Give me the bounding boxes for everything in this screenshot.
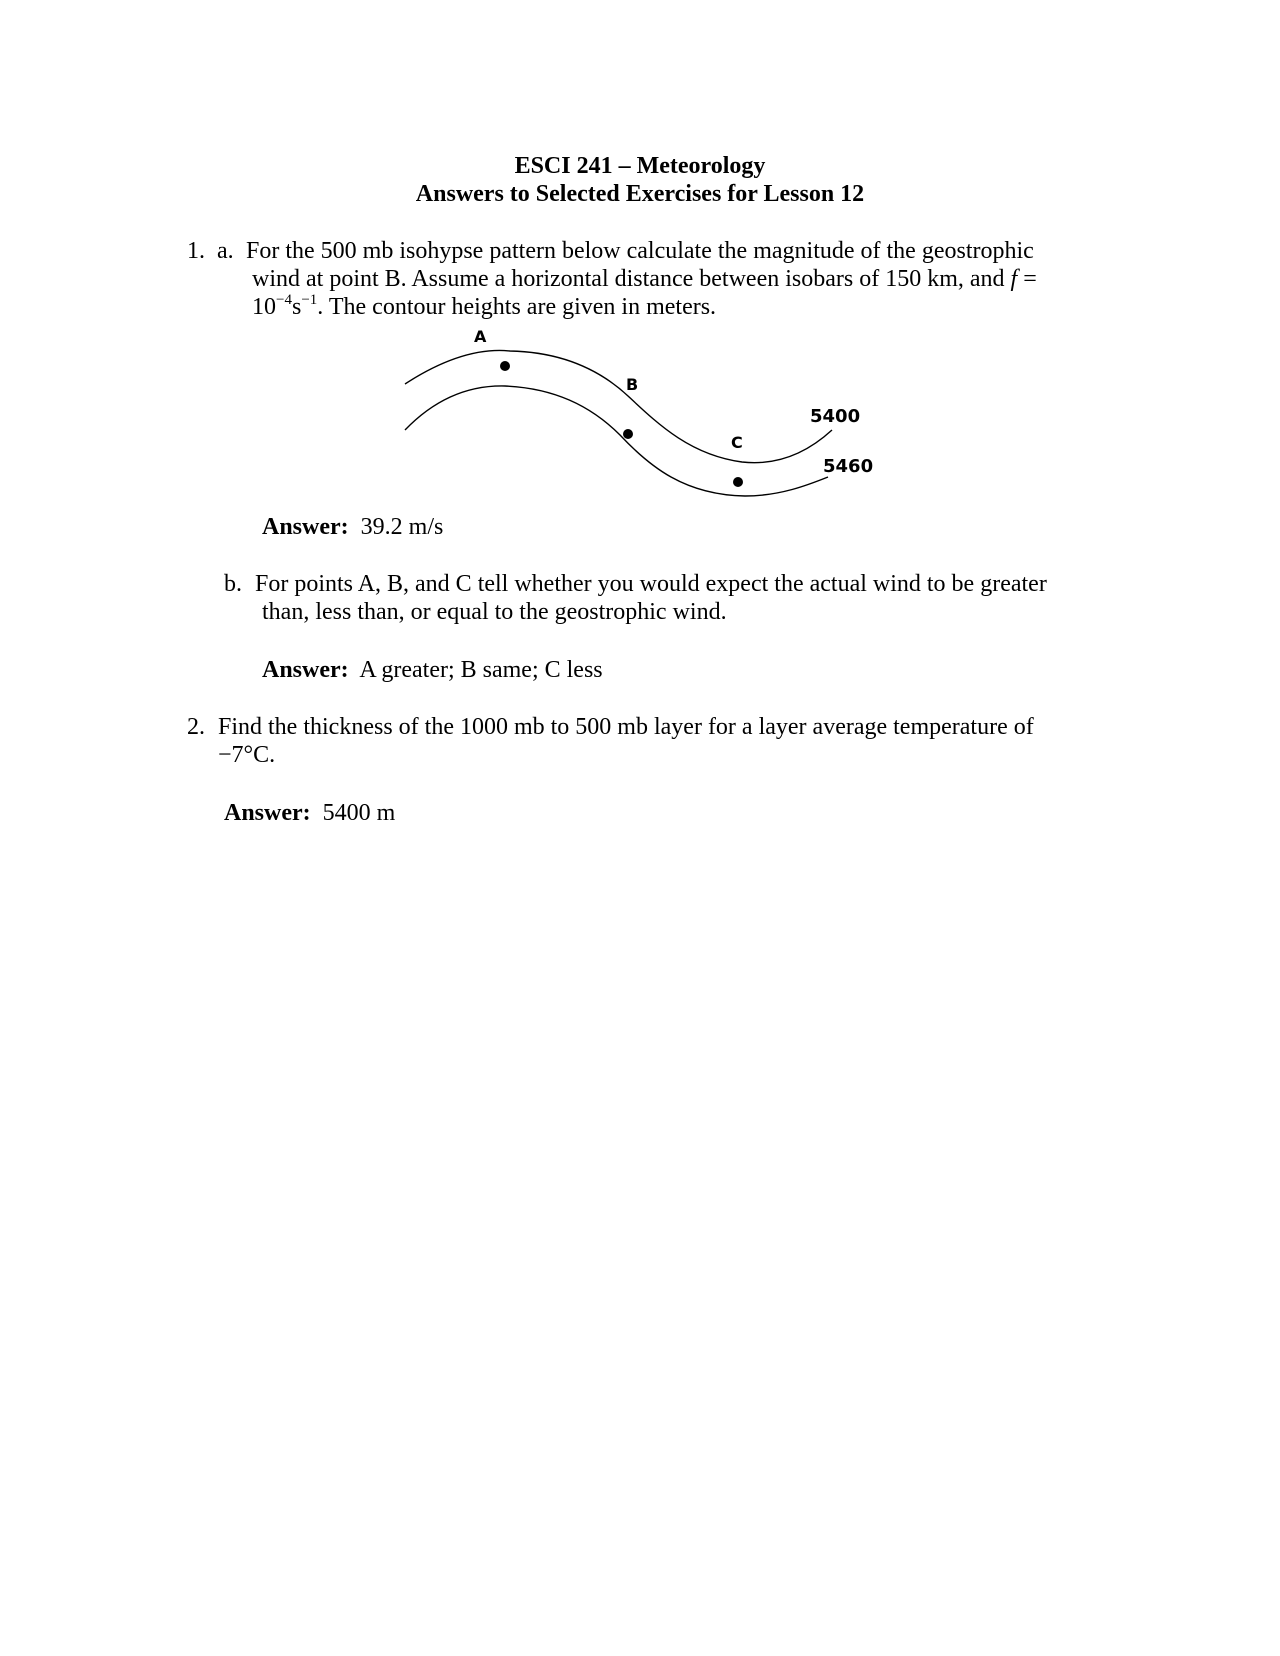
answer-2-label: Answer: xyxy=(224,800,311,826)
question-1a-marker: a. xyxy=(217,238,234,264)
point-a-marker xyxy=(500,361,510,371)
document-title: ESCI 241 – Meteorology xyxy=(514,153,766,179)
coriolis-exponent: −4 xyxy=(276,292,292,308)
question-1-number: 1. xyxy=(187,238,205,264)
question-1b-marker: b. xyxy=(224,571,242,597)
contour-label-5460: 5460 xyxy=(823,456,874,477)
question-1b-line1: For points A, B, and C tell whether you would expect the actual wind to be greater xyxy=(255,571,1047,597)
question-2-line1: Find the thickness of the 1000 mb to 500 mb layer for a layer average temperature of xyxy=(218,714,1034,740)
question-1b-line2: than, less than, or equal to the geostrophic wind. xyxy=(262,599,727,625)
point-a-label: A xyxy=(474,327,487,346)
coriolis-f-symbol: f xyxy=(1010,266,1018,292)
document-subtitle: Answers to Selected Exercises for Lesson 12 xyxy=(415,181,865,207)
point-c-marker xyxy=(733,477,743,487)
contour-line-5400 xyxy=(405,350,832,462)
point-b-marker xyxy=(623,429,633,439)
contour-line-5460 xyxy=(405,386,828,496)
question-2-line2: −7°C. xyxy=(218,742,276,768)
equals-sign: = xyxy=(1023,266,1037,292)
answer-2 xyxy=(224,799,395,827)
seconds-unit: s xyxy=(291,294,302,320)
answer-1b-label: Answer: xyxy=(262,657,349,683)
question-1a-line2-text: wind at point B. Assume a horizontal distance between isobars of 150 km, and xyxy=(252,266,1005,292)
answer-1b xyxy=(262,656,603,684)
answer-2-value: 5400 m xyxy=(322,800,396,826)
contour-label-5400: 5400 xyxy=(810,406,861,427)
answer-1b-value: A greater; B same; C less xyxy=(359,657,603,683)
question-2-number: 2. xyxy=(187,714,205,740)
coriolis-base: 10 xyxy=(252,294,276,320)
question-1a-line3-text: . The contour heights are given in meters. xyxy=(317,294,717,320)
answer-1a-value: 39.2 m/s xyxy=(360,514,444,540)
point-c-label: C xyxy=(731,433,743,452)
question-1a-line1: For the 500 mb isohypse pattern below calculate the magnitude of the geostrophic xyxy=(246,238,1034,264)
seconds-exponent: −1 xyxy=(301,292,318,308)
point-b-label: B xyxy=(626,375,639,394)
answer-1a-label: Answer: xyxy=(262,514,349,540)
answer-1a xyxy=(262,513,443,541)
